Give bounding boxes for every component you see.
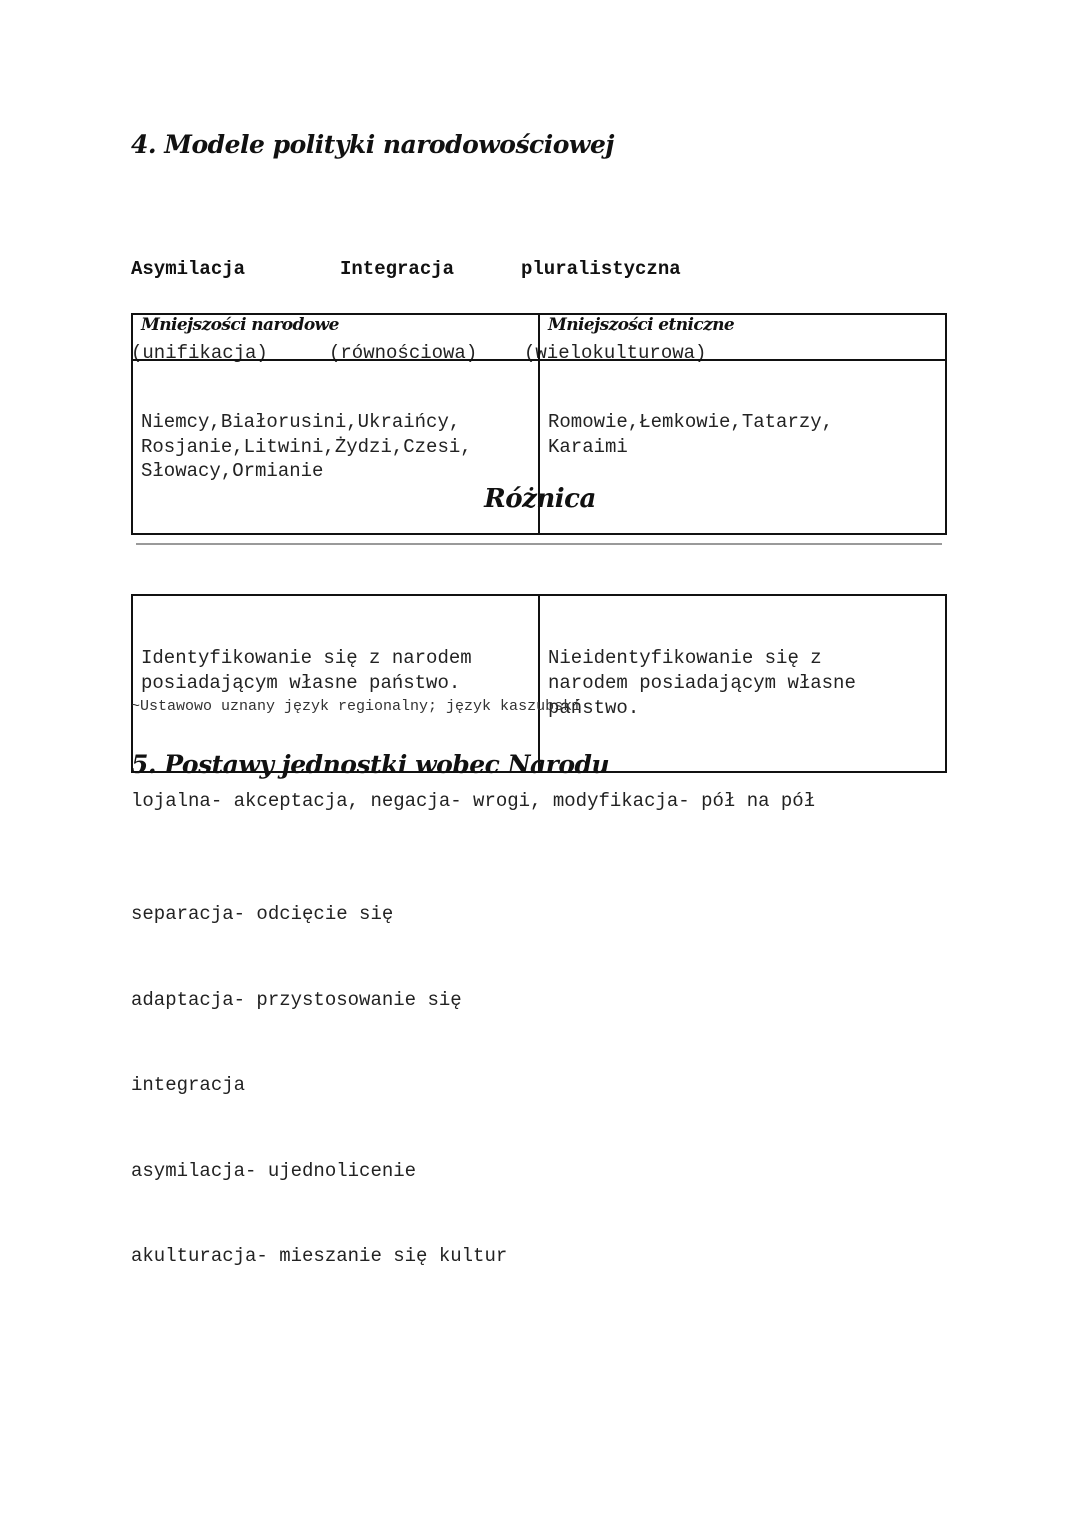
model-subtitle: (równościowa) [329, 342, 478, 364]
difference-table [131, 594, 947, 773]
list-item: akulturacja- mieszanie się kultur [131, 1245, 508, 1267]
difference-right-cell [539, 595, 946, 772]
table-row [132, 595, 946, 772]
horizontal-divider [136, 543, 942, 545]
difference-heading: Różnica [484, 484, 596, 514]
header-ethnic-minorities: Mniejszości etniczne [539, 314, 946, 360]
model-name: Asymilacja [131, 258, 246, 280]
list-item: integracja [131, 1074, 246, 1096]
section-4-heading: 4. Modele polityki narodowościowej [131, 130, 614, 159]
attitudes-list [131, 843, 507, 1328]
table-header-row [132, 314, 946, 360]
section-5-heading: 5. Postawy jednostki wobec Narodu [131, 750, 610, 779]
cell-text: Romowie,Łemkowie,Tatarzy, Karaimi [548, 411, 834, 458]
list-item: adaptacja- przystosowanie się [131, 988, 462, 1011]
model-name: Integracja [340, 258, 455, 280]
difference-left-cell [132, 595, 539, 772]
list-item: separacja- odcięcie się [131, 903, 394, 925]
cell-text: Niemcy,Białorusini,Ukraińcy, Rosjanie,Litwini,Żydzi,Czesi, Słowacy,Ormianie [141, 411, 472, 482]
model-name: pluralistyczna [521, 258, 681, 280]
attitudes-line: lojalna- akceptacja, negacja- wrogi, modyfikacja- pół na pół [131, 790, 816, 812]
cell-text: Nieidentyfikowanie się z narodem posiadającym własne państwo. [548, 647, 856, 719]
header-national-minorities: Mniejszości narodowe [132, 314, 539, 360]
model-subtitle: (unifikacja) [131, 342, 268, 364]
list-item: asymilacja- ujednolicenie [131, 1159, 417, 1182]
cell-text: Identyfikowanie się z narodem posiadającym własne państwo. [141, 647, 472, 694]
model-subtitle: (wielokulturowa) [524, 342, 707, 364]
footnote: ~Ustawowo uznany język regionalny; język kaszubski [131, 698, 582, 715]
